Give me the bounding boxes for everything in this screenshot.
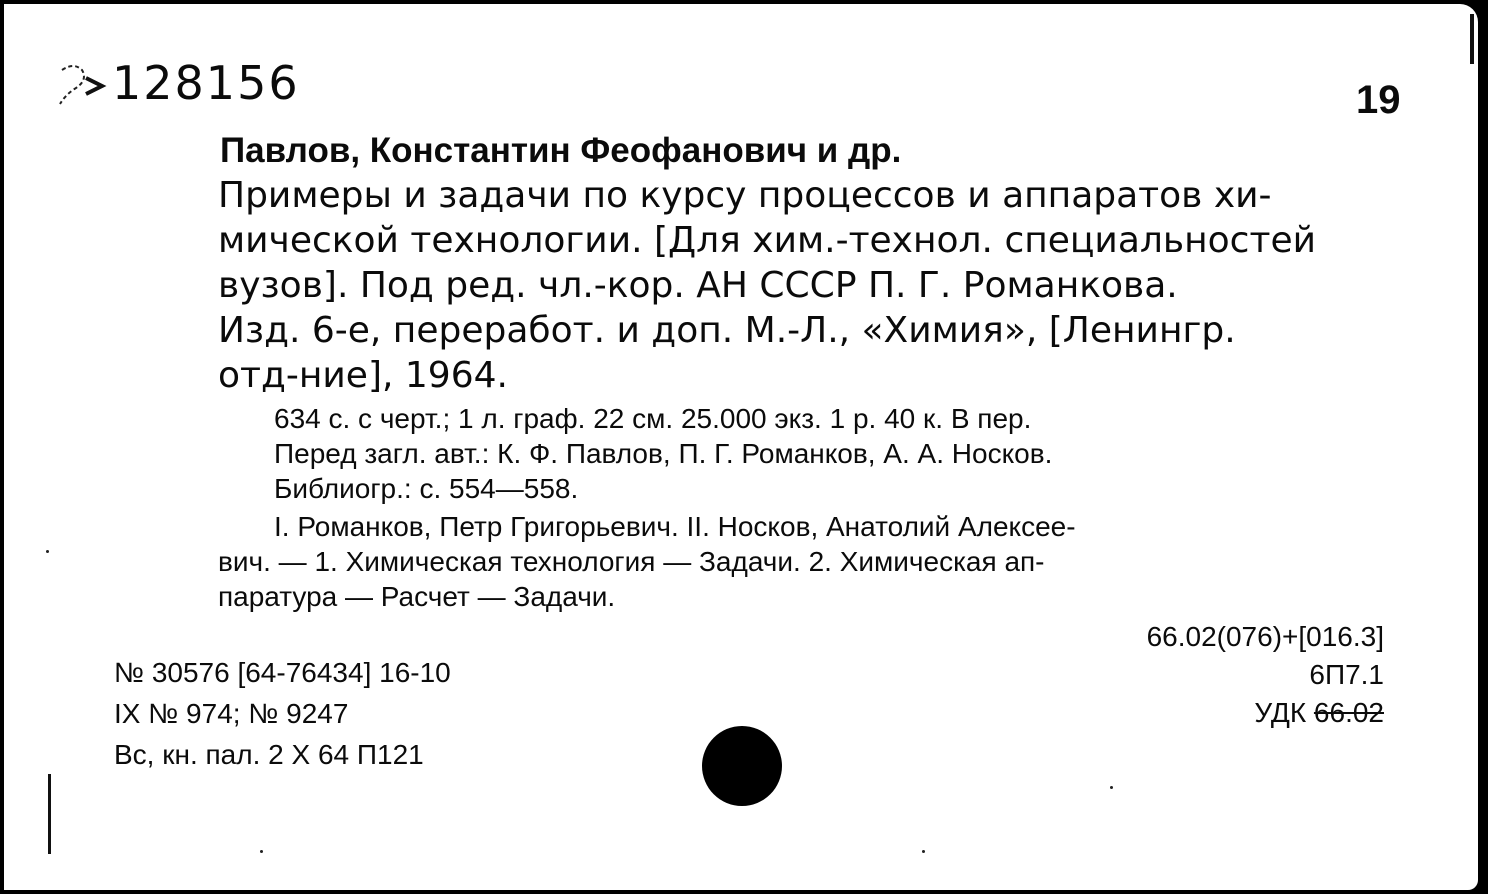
udk-value: 66.02 — [1313, 697, 1384, 728]
footer-line: Вс, кн. пал. 2 X 64 П121 — [114, 739, 424, 770]
scan-speck — [1110, 786, 1113, 789]
punch-hole — [702, 726, 782, 806]
author-heading: Павлов, Константин Феофанович и др. — [220, 131, 902, 170]
scan-speck — [46, 550, 49, 553]
page-number: 19 — [1356, 78, 1401, 122]
imprint-line: Перед загл. авт.: К. Ф. Павлов, П. Г. Романков, А. А. Носков. — [274, 438, 1053, 469]
footer-line: № 30576 [64-76434] 16-10 — [114, 657, 451, 688]
footer-line: IX № 974; № 9247 — [114, 698, 349, 729]
imprint-block — [218, 401, 1382, 506]
handwritten-mark-icon — [52, 60, 112, 110]
udk-label: УДК — [1254, 697, 1307, 728]
bbk-code: 6П7.1 — [1309, 659, 1384, 690]
subject-line: вич. — 1. Химическая технология — Задачи. 2. Химическая ап- — [218, 546, 1045, 577]
description-line: Примеры и задачи по курсу процессов и аппаратов хи- — [218, 175, 1272, 216]
description-line: отд-ние], 1964. — [218, 355, 508, 396]
udk-line — [1004, 694, 1384, 732]
classification-block — [1004, 618, 1384, 732]
scan-speck — [260, 850, 263, 853]
subject-line: I. Романков, Петр Григорьевич. II. Носков, Анатолий Алексее- — [274, 511, 1076, 542]
subject-headings — [218, 509, 1382, 614]
description-line: вузов]. Под ред. чл.-кор. АН СССР П. Г. Романкова. — [218, 265, 1178, 306]
description-line: Изд. 6-е, переработ. и доп. М.-Л., «Химия», [Ленингр. — [218, 310, 1236, 351]
imprint-line: 634 с. с черт.; 1 л. граф. 22 см. 25.000 экз. 1 р. 40 к. В пер. — [274, 403, 1032, 434]
scan-edge-mark — [48, 774, 51, 854]
description-line: мической технологии. [Для хим.-технол. специальностей — [218, 220, 1316, 261]
title-description — [218, 173, 1392, 398]
subject-line: паратура — Расчет — Задачи. — [218, 581, 616, 612]
scan-edge-mark — [1470, 14, 1474, 64]
imprint-line: Библиогр.: с. 554—558. — [274, 473, 579, 504]
scan-speck — [922, 850, 925, 853]
handwritten-number: 128156 — [112, 56, 300, 110]
registration-footer — [114, 652, 451, 775]
classification-code: 66.02(076)+[016.3] — [1146, 621, 1384, 652]
catalog-card — [4, 4, 1478, 890]
